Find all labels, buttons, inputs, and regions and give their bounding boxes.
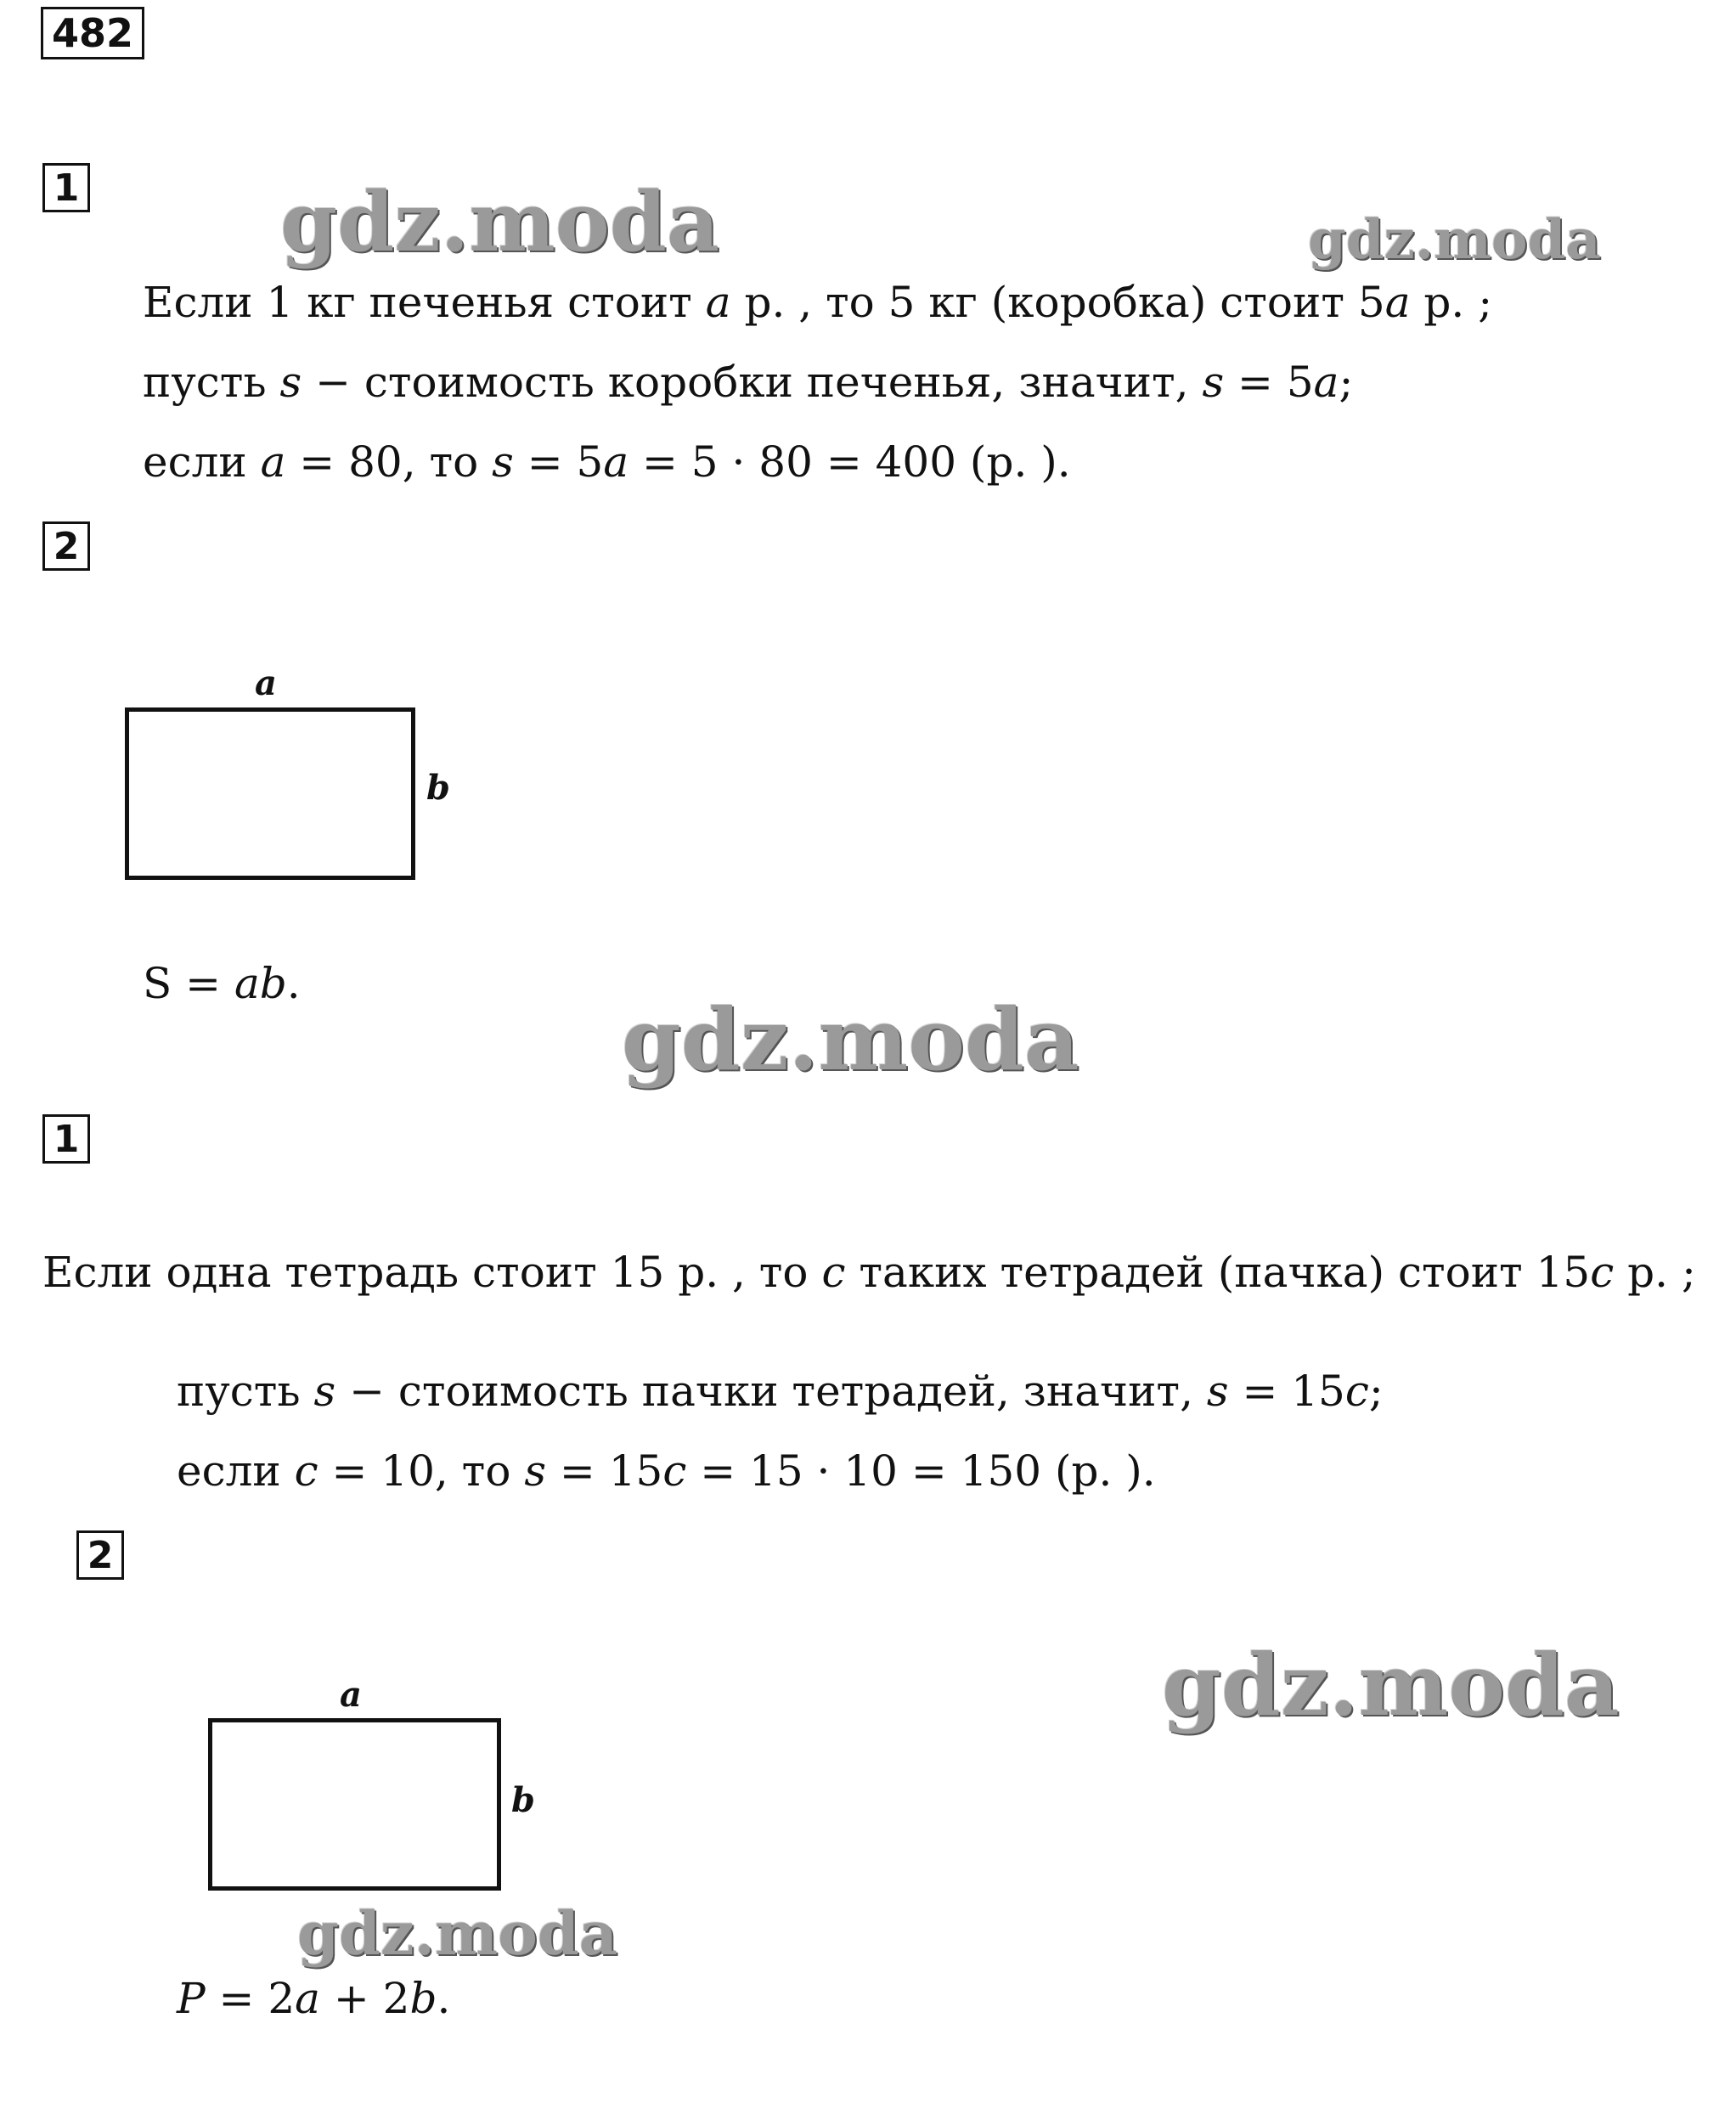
rectangle-side-a: a (340, 1675, 362, 1715)
part-label-2: 2 (76, 1530, 124, 1580)
solution-line: пусть s − стоимость коробки печенья, значит, s = 5a; (143, 358, 1354, 407)
part-label-1: 1 (42, 1114, 90, 1164)
solution-line: если c = 10, то s = 15c = 15 · 10 = 150 (р. ). (177, 1446, 1156, 1496)
part-label-1: 1 (42, 163, 90, 212)
task-number (41, 7, 144, 59)
perimeter-formula: P = 2a + 2b. (177, 1974, 451, 2023)
rectangle-diagram (125, 707, 415, 880)
watermark: gdz.moda (622, 989, 1079, 1090)
rectangle-side-b: b (426, 768, 450, 808)
rectangle-side-a: a (255, 663, 277, 703)
solution-line: пусть s − стоимость пачки тетрадей, значит, s = 15c; (177, 1367, 1384, 1416)
solution-line: Если 1 кг печенья стоит a р. , то 5 кг (коробка) стоит 5a р. ; (143, 278, 1493, 327)
solution-line: если a = 80, то s = 5a = 5 · 80 = 400 (р. ). (143, 437, 1071, 487)
rectangle-side-b: b (511, 1780, 535, 1820)
watermark: gdz.moda (280, 174, 720, 270)
watermark: gdz.moda (297, 1898, 618, 1969)
area-formula: S = ab. (143, 959, 301, 1008)
rectangle-diagram (208, 1718, 501, 1891)
part-label-2: 2 (42, 521, 90, 571)
watermark: gdz.moda (1308, 208, 1601, 272)
watermark: gdz.moda (1162, 1635, 1620, 1735)
solution-line: Если одна тетрадь стоит 15 р. , то c таких тетрадей (пачка) стоит 15c р. ; (42, 1248, 1696, 1297)
task-number-text: 482 (51, 10, 134, 56)
